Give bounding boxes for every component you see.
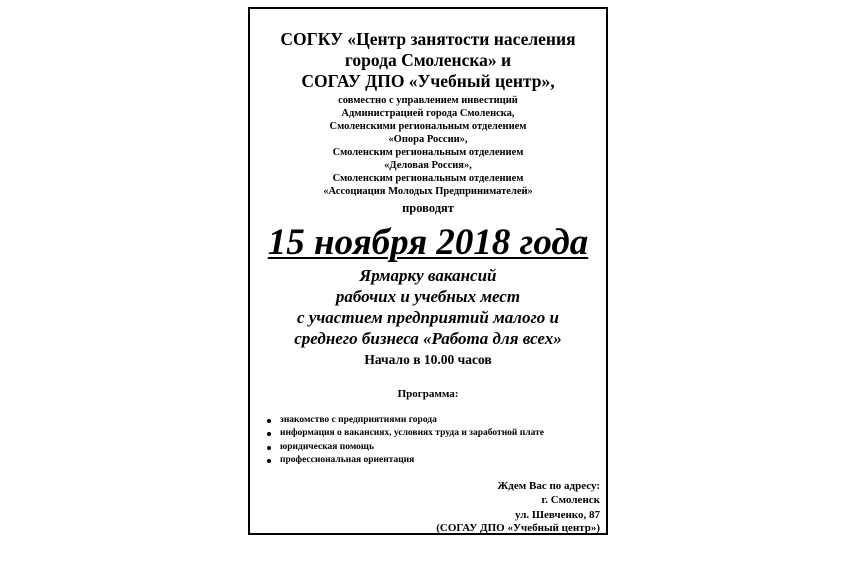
event-title-line: рабочих и учебных мест (335, 287, 521, 306)
event-title-line: Ярмарку вакансий (359, 266, 497, 285)
organizer-line-1: СОГКУ «Центр занятости населения (280, 29, 576, 49)
program-item: информация о вакансиях, условиях труда и заработной плате (267, 427, 544, 440)
program-item: юридическая помощь (267, 441, 544, 454)
program-title: Программа: (397, 388, 459, 400)
organizer-line-3: СОГАУ ДПО «Учебный центр», (301, 71, 555, 91)
program-item: профессиональная ориентация (267, 454, 544, 467)
address-street: ул. Шевченко, 87 (515, 509, 600, 521)
poster-page (248, 7, 608, 535)
partner-line: «Ассоциация Молодых Предпринимателей» (323, 186, 533, 197)
partner-line: Администрацией города Смоленска, (341, 108, 515, 119)
partner-line: совместно с управлением инвестиций (338, 95, 518, 106)
partner-line: «Деловая Россия», (384, 160, 472, 171)
partner-line: Смоленским региональным отделением (332, 173, 524, 184)
partner-line: Смоленскими региональным отделением (329, 121, 527, 132)
event-title-line: с участием предприятий малого и (297, 308, 559, 327)
address-invite: Ждем Вас по адресу: (497, 480, 600, 492)
event-date: 15 ноября 2018 года (267, 222, 589, 263)
organizer-line-2: города Смоленска» и (344, 50, 512, 70)
event-title-line: среднего бизнеса «Работа для всех» (294, 329, 562, 348)
program-item: знакомство с предприятиями города (267, 414, 544, 427)
partner-line: «Опора России», (388, 134, 468, 145)
start-time: Начало в 10.00 часов (364, 352, 492, 367)
conduct-label: проводят (402, 201, 454, 215)
address-city: г. Смоленск (541, 494, 600, 506)
address-organization: (СОГАУ ДПО «Учебный центр») (436, 522, 600, 534)
program-list (267, 414, 544, 467)
partner-line: Смоленским региональным отделением (332, 147, 524, 158)
